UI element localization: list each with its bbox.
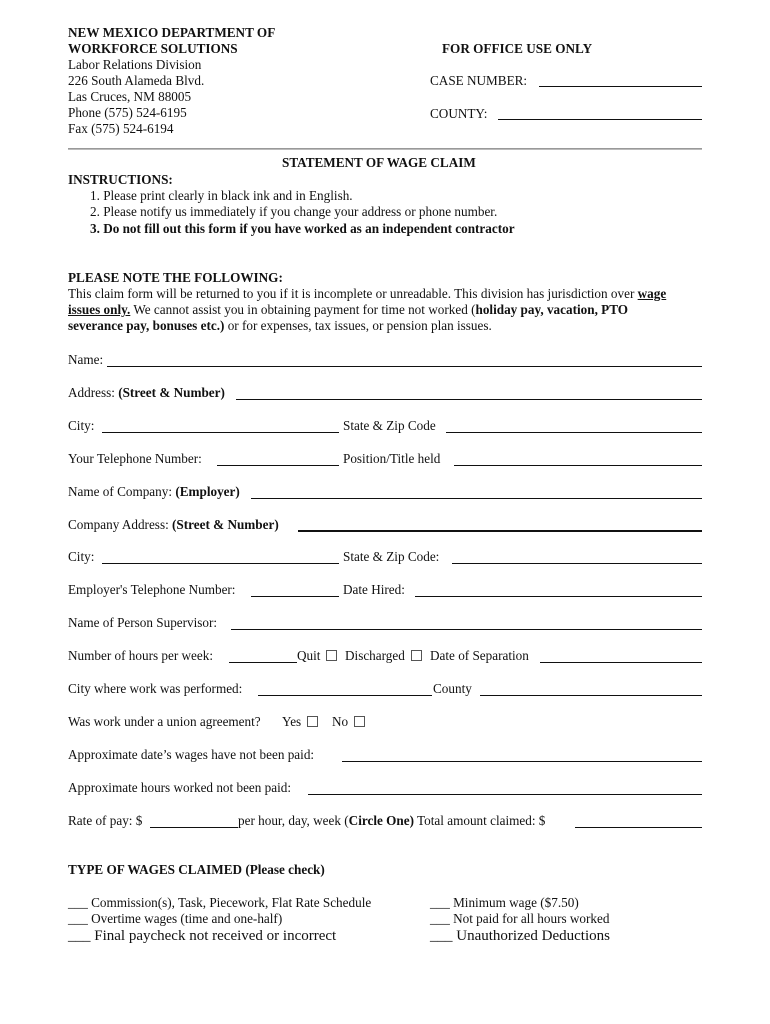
fax-number: Fax (575) 524-6194 (68, 121, 174, 136)
row-city (68, 418, 702, 436)
wage-option-overtime[interactable]: ___ Overtime wages (time and one-half) (68, 911, 283, 926)
date-hired-label: Date Hired: (343, 582, 405, 597)
name-label: Name: (68, 352, 104, 367)
wage-option-commission[interactable]: ___ Commission(s), Task, Piecework, Flat Rate Schedule (68, 895, 372, 910)
date-separation-label: Date of Separation (430, 648, 529, 663)
row-supervisor (68, 615, 702, 633)
date-hired-field[interactable] (415, 596, 702, 597)
division-name: Labor Relations Division (68, 57, 202, 72)
office-use-title: FOR OFFICE USE ONLY (442, 41, 593, 56)
phone-number: Phone (575) 524-6195 (68, 105, 187, 120)
wage-option-not-paid-hours[interactable]: ___ Not paid for all hours worked (430, 911, 610, 926)
telephone-field[interactable] (217, 465, 339, 466)
state-zip-field[interactable] (446, 432, 702, 433)
hours-unpaid-field[interactable] (308, 794, 702, 795)
note-line-2: issues only. We cannot assist you in obtaining payment for time not worked (holiday pay, vacation, PTO (68, 302, 629, 317)
row-dates-unpaid (68, 747, 702, 765)
union-yes-option[interactable]: Yes (282, 714, 324, 730)
county-field[interactable] (498, 119, 702, 120)
city-label: City: (68, 418, 95, 433)
address-label: Address: (Street & Number) (68, 385, 225, 400)
row-company-address (68, 517, 702, 535)
dates-unpaid-label: Approximate date’s wages have not been paid: (68, 747, 315, 762)
total-claimed-field[interactable] (575, 827, 702, 828)
position-label: Position/Title held (343, 451, 441, 466)
union-yes-checkbox[interactable] (307, 716, 318, 727)
instruction-item-3: 3. Do not fill out this form if you have worked as an independent contractor (90, 221, 515, 236)
company-city-label: City: (68, 549, 95, 564)
hours-per-week-label: Number of hours per week: (68, 648, 214, 663)
row-union (68, 714, 702, 732)
company-address-label: Company Address: (Street & Number) (68, 517, 279, 532)
rate-period-label: per hour, day, week (Circle One) Total amount claimed: $ (238, 813, 546, 828)
state-zip-label: State & Zip Code (343, 418, 436, 433)
instruction-item-1: 1. Please print clearly in black ink and in English. (90, 188, 353, 203)
company-state-zip-label: State & Zip Code: (343, 549, 440, 564)
city-work-label: City where work was performed: (68, 681, 243, 696)
note-heading: PLEASE NOTE THE FOLLOWING: (68, 270, 283, 285)
quit-option[interactable]: Quit (297, 648, 343, 664)
address-field[interactable] (236, 399, 702, 400)
company-label: Name of Company: (Employer) (68, 484, 240, 499)
row-telephone (68, 451, 702, 469)
wage-option-final-paycheck[interactable]: ___ Final paycheck not received or incorrect (68, 928, 337, 944)
row-rate (68, 813, 702, 831)
header-divider (68, 148, 702, 150)
street-address: 226 South Alameda Blvd. (68, 73, 205, 88)
hours-unpaid-label: Approximate hours worked not been paid: (68, 780, 292, 795)
row-employer-phone (68, 582, 702, 600)
company-address-field[interactable] (298, 530, 702, 532)
instructions-heading: INSTRUCTIONS: (68, 172, 173, 187)
row-name (68, 352, 702, 370)
rate-of-pay-field[interactable] (150, 827, 238, 828)
case-number-label: CASE NUMBER: (430, 73, 528, 88)
wage-option-deductions[interactable]: ___ Unauthorized Deductions (430, 928, 610, 944)
company-state-zip-field[interactable] (452, 563, 702, 564)
supervisor-label: Name of Person Supervisor: (68, 615, 218, 630)
county-label: COUNTY: (430, 106, 488, 121)
case-number-field[interactable] (539, 86, 702, 87)
employer-phone-label: Employer's Telephone Number: (68, 582, 236, 597)
row-hours (68, 648, 702, 666)
row-address (68, 385, 702, 403)
org-name-line2: WORKFORCE SOLUTIONS (68, 41, 238, 56)
county-work-label: County (433, 681, 472, 696)
row-hours-unpaid (68, 780, 702, 798)
note-line-3: severance pay, bonuses etc.) or for expenses, tax issues, or pension plan issues. (68, 318, 492, 333)
county-work-field[interactable] (480, 695, 702, 696)
wage-option-minimum[interactable]: ___ Minimum wage ($7.50) (430, 895, 579, 910)
city-work-field[interactable] (258, 695, 432, 696)
city-field[interactable] (102, 432, 339, 433)
telephone-label: Your Telephone Number: (68, 451, 202, 466)
row-company (68, 484, 702, 502)
city-state: Las Cruces, NM 88005 (68, 89, 192, 104)
discharged-checkbox[interactable] (411, 650, 422, 661)
discharged-option[interactable]: Discharged (345, 648, 428, 664)
row-city-2 (68, 549, 702, 567)
instruction-item-2: 2. Please notify us immediately if you change your address or phone number. (90, 204, 498, 219)
form-title: STATEMENT OF WAGE CLAIM (282, 155, 476, 170)
supervisor-field[interactable] (231, 629, 702, 630)
position-field[interactable] (454, 465, 702, 466)
dates-unpaid-field[interactable] (342, 761, 702, 762)
rate-of-pay-label: Rate of pay: $ (68, 813, 143, 828)
date-separation-field[interactable] (540, 662, 702, 663)
company-field[interactable] (251, 498, 702, 499)
company-city-field[interactable] (102, 563, 339, 564)
row-city-work (68, 681, 702, 699)
org-name-line1: NEW MEXICO DEPARTMENT OF (68, 25, 276, 40)
employer-phone-field[interactable] (251, 596, 339, 597)
union-no-option[interactable]: No (332, 714, 371, 730)
wages-heading: TYPE OF WAGES CLAIMED (Please check) (68, 862, 325, 877)
union-no-checkbox[interactable] (354, 716, 365, 727)
name-field[interactable] (107, 366, 702, 367)
hours-per-week-field[interactable] (229, 662, 297, 663)
note-line-1: This claim form will be returned to you if it is incomplete or unreadable. This division has jurisdiction over wage (68, 286, 667, 301)
union-label: Was work under a union agreement? (68, 714, 261, 729)
quit-checkbox[interactable] (326, 650, 337, 661)
